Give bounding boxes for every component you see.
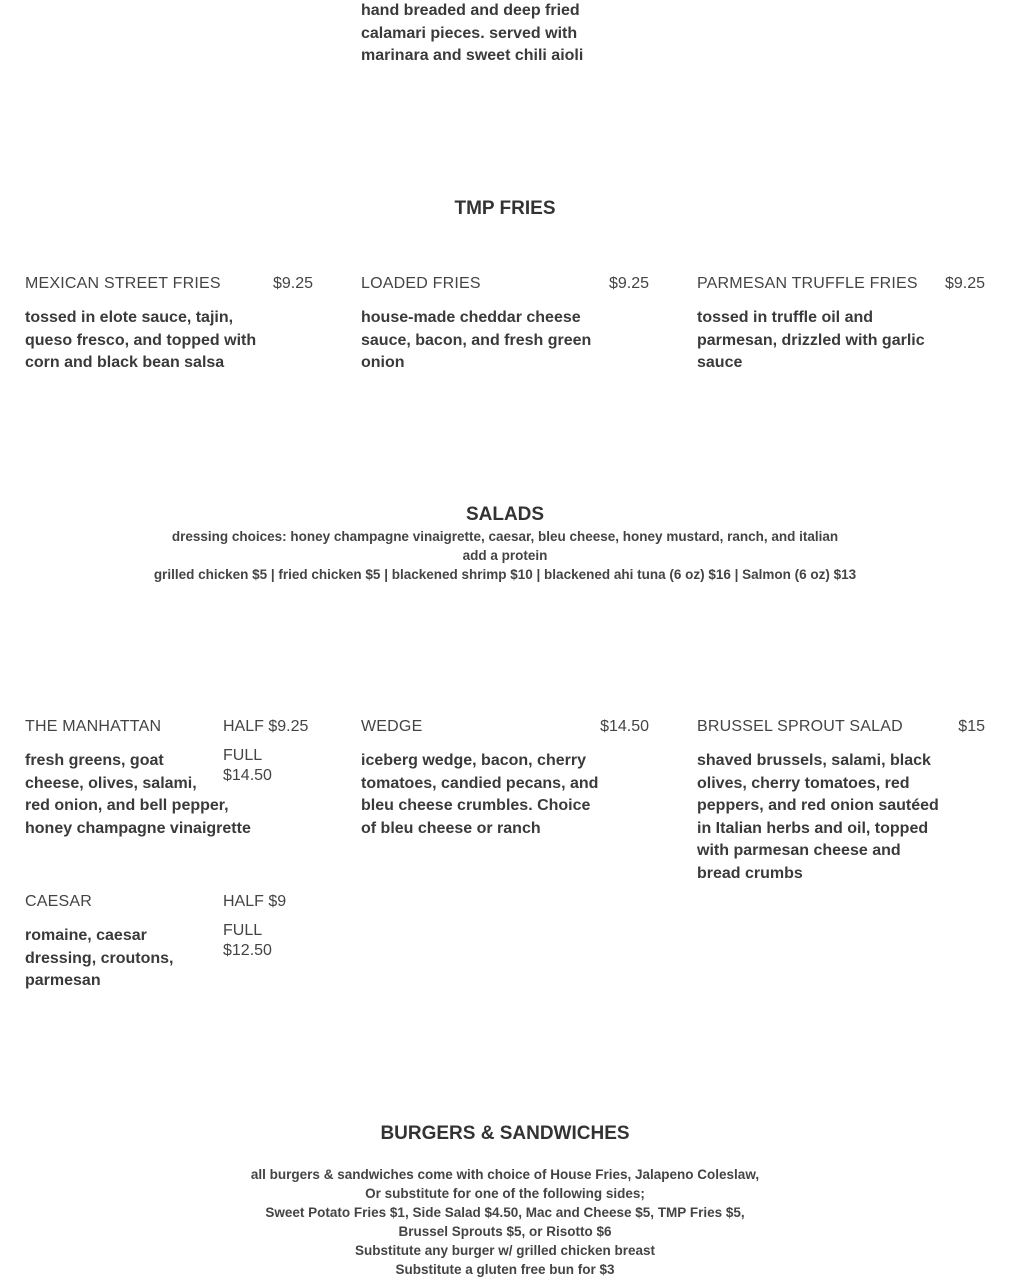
item-price-full: FULL $14.50 [223, 747, 272, 784]
description-line: parmesan [25, 972, 101, 989]
description-line: honey champagne vinaigrette [25, 819, 251, 837]
item-name: WEDGE [361, 718, 423, 735]
burgers-note: Substitute any burger w/ grilled chicken breast [354, 1243, 656, 1258]
description-line: peppers, and red onion sautéed [697, 797, 939, 814]
item-price-half: HALF $9.25 [223, 718, 309, 735]
item-description [25, 750, 275, 840]
item-price: $15 [958, 718, 985, 735]
description-line: queso fresco, and topped with [25, 331, 257, 349]
description-line: hand breaded and deep fried [361, 2, 580, 19]
description-line: onion [361, 354, 405, 371]
salad-dressing-note: dressing choices: honey champagne vinaigrette, caesar, bleu cheese, honey mustard, ranch, and italian [171, 529, 839, 544]
description-line: dressing, croutons, [25, 949, 174, 967]
burgers-note: Brussel Sprouts $5, or Risotto $6 [398, 1224, 612, 1239]
description-line: with parmesan cheese and [697, 842, 901, 859]
description-line: house-made cheddar cheese [361, 309, 581, 326]
calamari-description [361, 0, 661, 68]
item-description [697, 307, 947, 375]
item-name: PARMESAN TRUFFLE FRIES [697, 275, 918, 292]
description-line: red onion, and bell pepper, [25, 797, 229, 814]
description-line: parmesan, drizzled with garlic [697, 331, 925, 349]
item-price-half: HALF $9 [223, 893, 287, 910]
description-line: romaine, caesar [25, 927, 147, 944]
description-line: of bleu cheese or ranch [361, 819, 541, 837]
section-title-salads: SALADS [465, 504, 545, 525]
item-price-full: FULL $12.50 [223, 922, 272, 959]
description-line: tossed in truffle oil and [697, 309, 874, 326]
section-title-burgers-sandwiches: BURGERS & SANDWICHES [380, 1123, 630, 1144]
item-name: LOADED FRIES [361, 275, 481, 292]
item-name: MEXICAN STREET FRIES [25, 275, 221, 292]
description-line: cheese, olives, salami, [25, 774, 197, 792]
section-title-tmp-fries: TMP FRIES [454, 198, 556, 219]
item-description [361, 750, 611, 840]
burgers-note: Or substitute for one of the following sides; [365, 1186, 645, 1201]
description-line: marinara and sweet chili aioli [361, 47, 584, 64]
burgers-note: Sweet Potato Fries $1, Side Salad $4.50, Mac and Cheese $5, TMP Fries $5, [265, 1205, 745, 1220]
description-line: tomatoes, candied pecans, and [361, 774, 599, 792]
description-line: iceberg wedge, bacon, cherry [361, 752, 586, 769]
item-name: CAESAR [25, 893, 92, 910]
burgers-note: Substitute a gluten free bun for $3 [395, 1262, 615, 1277]
description-line: shaved brussels, salami, black [697, 752, 931, 769]
description-line: fresh greens, goat [25, 752, 164, 769]
description-line: calamari pieces. served with [361, 24, 578, 42]
description-line: in Italian herbs and oil, topped [697, 819, 929, 837]
item-name: BRUSSEL SPROUT SALAD [697, 718, 903, 735]
burgers-note: all burgers & sandwiches come with choice of House Fries, Jalapeno Coleslaw, [250, 1167, 760, 1182]
description-line: olives, cherry tomatoes, red [697, 774, 910, 792]
description-line: bread crumbs [697, 864, 803, 882]
item-price: $14.50 [600, 718, 649, 735]
item-description [25, 307, 275, 375]
item-price: $9.25 [944, 275, 985, 292]
item-description [697, 750, 947, 885]
description-line: sauce [697, 354, 743, 371]
item-price: $9.25 [272, 275, 313, 292]
description-line: bleu cheese crumbles. Choice [361, 797, 591, 814]
item-description [25, 925, 205, 993]
description-line: sauce, bacon, and fresh green [361, 331, 592, 349]
item-price: $9.25 [608, 275, 649, 292]
salad-protein-heading: add a protein [462, 548, 548, 563]
item-description [361, 307, 611, 375]
item-name: THE MANHATTAN [25, 718, 162, 735]
description-line: corn and black bean salsa [25, 354, 225, 371]
salad-protein-options: grilled chicken $5 | fried chicken $5 | blackened shrimp $10 | blackened ahi tuna (6 oz) $16 | Salmon (6 oz) $13 [153, 567, 857, 582]
description-line: tossed in elote sauce, tajin, [25, 309, 234, 326]
